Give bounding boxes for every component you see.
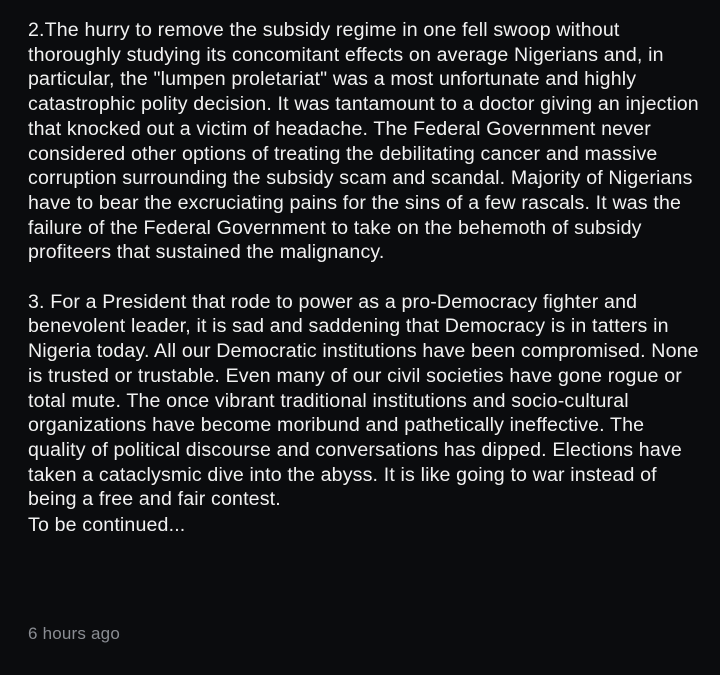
post-paragraph-2: 2.The hurry to remove the subsidy regime in one fell swoop without thoroughly studying its concomitant effects on average Nigerians and, in particular, the "lumpen proletariat" was a most unfortunate and highly catastrophic polity decision. It was tantamount to a doctor giving an injection that knocked out a victim of headache. The Federal Government never considered other options of treating the debilitating cancer and massive corruption surrounding the subsidy scam and scandal. Majority of Nigerians have to bear the excruciating pains for the sins of a few rascals. It was the failure of the Federal Government to take on the behemoth of subsidy profiteers that sustained the malignancy. <box>28 19 699 264</box>
post-paragraph-3: 3. For a President that rode to power as a pro-Democracy fighter and benevolent leader, it is sad and saddening that Democracy is in tatters in Nigeria today. All our Democratic institutions have been compromised. None is trusted or trustable. Even many of our civil societies have gone rogue or total mute. The once vibrant traditional institutions and socio-cultural organizations have become moribund and pathetically ineffective. The quality of political discourse and conversations has dipped. Elections have taken a cataclysmic dive into the abyss. It is like going to war instead of being a free and fair contest. <box>28 290 699 511</box>
post-closing-text: To be continued... <box>28 514 186 537</box>
post-body <box>28 18 700 538</box>
post-timestamp: 6 hours ago <box>28 624 120 643</box>
